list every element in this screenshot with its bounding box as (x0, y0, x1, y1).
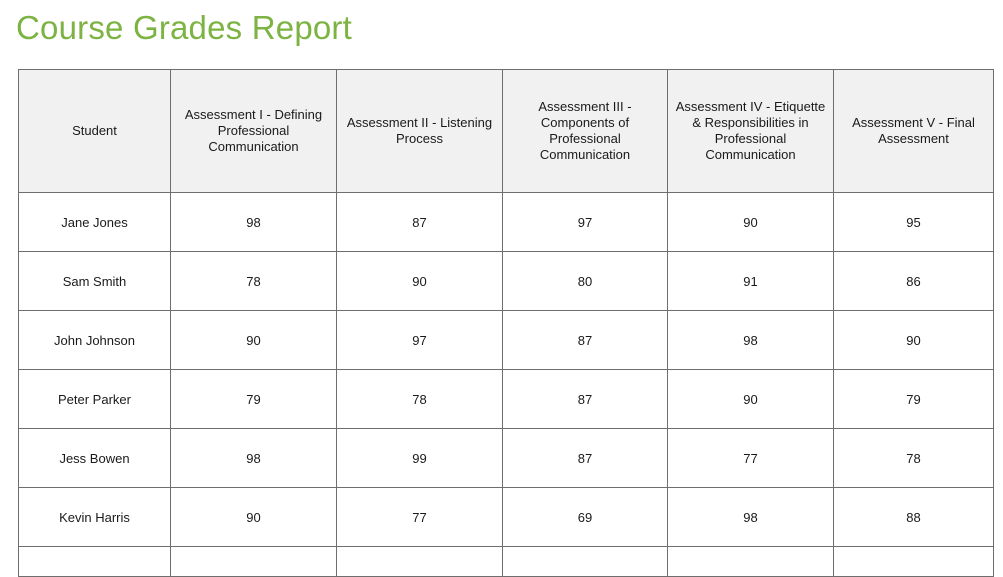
empty-cell (337, 547, 503, 577)
score-cell: 90 (171, 488, 337, 547)
score-cell: 87 (503, 429, 668, 488)
page-title: Course Grades Report (16, 9, 352, 46)
header-assessment-1: Assessment I - Defining Professional Communication (171, 70, 337, 193)
table-row (19, 252, 994, 311)
score-cell: 77 (668, 429, 834, 488)
score-cell: 87 (337, 193, 503, 252)
grades-table (18, 69, 994, 577)
score-cell: 95 (834, 193, 994, 252)
score-cell: 86 (834, 252, 994, 311)
header-assessment-5: Assessment V - Final Assessment (834, 70, 994, 193)
score-cell: 99 (337, 429, 503, 488)
empty-cell (171, 547, 337, 577)
score-cell: 87 (503, 311, 668, 370)
score-cell: 90 (668, 370, 834, 429)
score-cell: 90 (668, 193, 834, 252)
student-name: John Johnson (19, 311, 171, 370)
table-row (19, 370, 994, 429)
header-row (19, 70, 994, 193)
table-row (19, 488, 994, 547)
header-assessment-2: Assessment II - Listening Process (337, 70, 503, 193)
score-cell: 78 (171, 252, 337, 311)
score-cell: 91 (668, 252, 834, 311)
table-row-cutoff (19, 547, 994, 577)
score-cell: 80 (503, 252, 668, 311)
score-cell: 97 (503, 193, 668, 252)
student-name: Jess Bowen (19, 429, 171, 488)
table-row (19, 429, 994, 488)
empty-cell (668, 547, 834, 577)
score-cell: 90 (337, 252, 503, 311)
score-cell: 90 (171, 311, 337, 370)
score-cell: 98 (668, 311, 834, 370)
score-cell: 79 (171, 370, 337, 429)
header-student: Student (19, 70, 171, 193)
score-cell: 87 (503, 370, 668, 429)
score-cell: 78 (834, 429, 994, 488)
score-cell: 98 (668, 488, 834, 547)
student-name: Peter Parker (19, 370, 171, 429)
table-row (19, 193, 994, 252)
table-row (19, 311, 994, 370)
score-cell: 79 (834, 370, 994, 429)
score-cell: 98 (171, 429, 337, 488)
score-cell: 88 (834, 488, 994, 547)
student-name: Sam Smith (19, 252, 171, 311)
score-cell: 90 (834, 311, 994, 370)
score-cell: 78 (337, 370, 503, 429)
score-cell: 69 (503, 488, 668, 547)
student-name: Kevin Harris (19, 488, 171, 547)
score-cell: 98 (171, 193, 337, 252)
header-assessment-3: Assessment III - Components of Professional Communication (503, 70, 668, 193)
score-cell: 77 (337, 488, 503, 547)
header-assessment-4: Assessment IV - Etiquette & Responsibilities in Professional Communication (668, 70, 834, 193)
student-name: Jane Jones (19, 193, 171, 252)
empty-cell (834, 547, 994, 577)
empty-cell (503, 547, 668, 577)
score-cell: 97 (337, 311, 503, 370)
empty-cell (19, 547, 171, 577)
